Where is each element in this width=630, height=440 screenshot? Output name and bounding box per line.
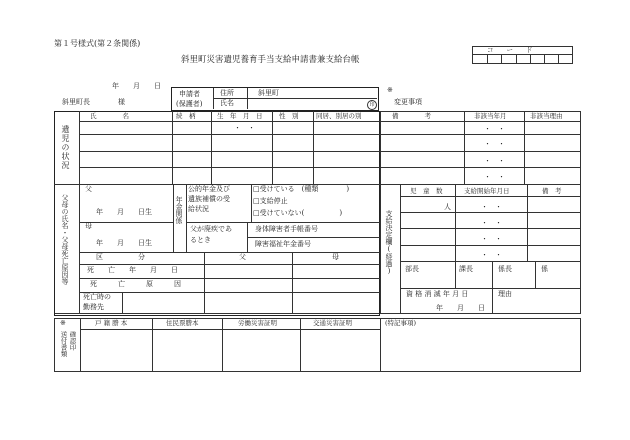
pension-option-receiving[interactable]: □受けている (種類 ) bbox=[253, 185, 350, 193]
disability-handbook-no: 身体障害者手帳番号 bbox=[255, 225, 318, 233]
address-value: 斜里町 bbox=[258, 89, 279, 97]
stamp-unit-chief: 係長 bbox=[498, 265, 512, 273]
change-mark: ※ bbox=[387, 86, 393, 94]
ineligible-dots-1: ・ ・ bbox=[484, 125, 505, 133]
disability-pension-no: 障害福祉年金番号 bbox=[255, 240, 311, 248]
addressee: 斜里町長 様 bbox=[62, 98, 125, 106]
death-date-label: 死 亡 年 月 日 bbox=[87, 266, 178, 274]
row-category: 区 分 bbox=[96, 253, 145, 261]
applicant-label: 申請者 bbox=[179, 90, 200, 98]
start-dots-2: ・ ・ bbox=[481, 219, 502, 227]
docs-section-sublabel: 確認印 bbox=[68, 331, 77, 351]
change-label: 変更事項 bbox=[394, 98, 422, 106]
father-birth: 年 月 日生 bbox=[96, 208, 152, 216]
start-dots-3: ・ ・ bbox=[481, 235, 502, 243]
doc-traffic-accident: 交通災害証明 bbox=[313, 319, 352, 327]
row-father: 父 bbox=[239, 253, 246, 261]
pension-option-suspended[interactable]: □支給停止 bbox=[253, 197, 288, 205]
birth-dots: ・ ・ bbox=[234, 124, 255, 132]
seal-mark: 印 bbox=[367, 100, 377, 110]
lapse-date-ym: 年 月 日 bbox=[436, 304, 485, 312]
code-label: コ ー ド bbox=[487, 46, 533, 54]
doc-family-register: 戸 籍 謄 本 bbox=[95, 319, 128, 327]
row-mother: 母 bbox=[332, 253, 339, 261]
header-relation: 続 柄 bbox=[176, 112, 196, 120]
stamp-staff: 係 bbox=[541, 265, 548, 273]
pension-text-3: 給状況 bbox=[188, 205, 209, 213]
stamp-director: 部長 bbox=[405, 265, 419, 273]
decision-header-start-date: 支給開始年月日 bbox=[464, 187, 510, 195]
header-name: 氏 名 bbox=[90, 112, 129, 120]
pension-text-1: 公的年金及び bbox=[188, 185, 230, 193]
decision-section-label: 支給決定欄(経過) bbox=[385, 210, 393, 275]
decision-header-remarks: 備 考 bbox=[542, 187, 562, 195]
lapse-reason-label: 理由 bbox=[498, 290, 512, 298]
illness-text-1: 父が廃疾であ bbox=[190, 225, 232, 233]
doc-resident-record: 住民票謄本 bbox=[166, 319, 199, 327]
code-box bbox=[472, 46, 573, 64]
pension-section-label: 年金関係 bbox=[175, 196, 183, 224]
header-sex: 性 別 bbox=[279, 112, 299, 120]
header-birthdate: 生 年 月 日 bbox=[217, 112, 263, 120]
pension-option-not-receiving[interactable]: □受けていない( ) bbox=[253, 209, 343, 217]
application-date: 年 月 日 bbox=[112, 82, 161, 90]
father-label: 父 bbox=[85, 185, 92, 193]
header-ineligible-reason: 非該当理由 bbox=[530, 112, 563, 120]
ineligible-dots-4: ・ ・ bbox=[484, 173, 505, 181]
header-ineligible-date: 非該当年月 bbox=[474, 112, 507, 120]
docs-mark: ※ bbox=[60, 319, 66, 327]
applicant-box bbox=[171, 87, 379, 111]
child-section-label: 遺児の状況 bbox=[61, 125, 70, 170]
decision-header-children: 児 童 数 bbox=[410, 187, 443, 195]
death-workplace-label-2: 勤務先 bbox=[83, 303, 104, 311]
pension-text-2: 遺族補償の受 bbox=[188, 195, 230, 203]
death-workplace-label-1: 死亡時の bbox=[83, 293, 111, 301]
form-title: 斜里町災害遺児養育手当支給申請書兼支給台帳 bbox=[181, 55, 360, 65]
name-label: 氏名 bbox=[220, 99, 234, 107]
illness-text-2: るとき bbox=[190, 236, 211, 244]
ineligible-dots-2: ・ ・ bbox=[484, 140, 505, 148]
guardian-label: (保護者) bbox=[176, 100, 203, 108]
start-dots-1: ・ ・ bbox=[481, 203, 502, 211]
stamp-section-chief: 課長 bbox=[459, 265, 473, 273]
ineligible-dots-3: ・ ・ bbox=[484, 157, 505, 165]
doc-work-accident: 労働災害証明 bbox=[238, 319, 277, 327]
header-living: 同居、別居の別 bbox=[316, 112, 362, 120]
mother-birth: 年 月 日生 bbox=[96, 239, 152, 247]
header-remarks: 備 考 bbox=[392, 112, 431, 120]
death-cause-label: 死 亡 原 因 bbox=[90, 280, 181, 288]
docs-section-label: 送付書類 bbox=[59, 331, 68, 357]
form-number: 第１号様式(第２条関係) bbox=[54, 39, 141, 48]
lapse-date-label: 資 格 消 滅 年 月 日 bbox=[406, 290, 469, 298]
address-label: 住所 bbox=[220, 89, 234, 97]
start-dots-4: ・ ・ bbox=[481, 251, 502, 259]
parents-section-label: 父母の氏名・父母死亡原因等 bbox=[61, 194, 69, 285]
children-unit: 人 bbox=[444, 203, 451, 211]
mother-label: 母 bbox=[85, 222, 92, 230]
special-notes-label: (特記事項) bbox=[385, 319, 417, 327]
